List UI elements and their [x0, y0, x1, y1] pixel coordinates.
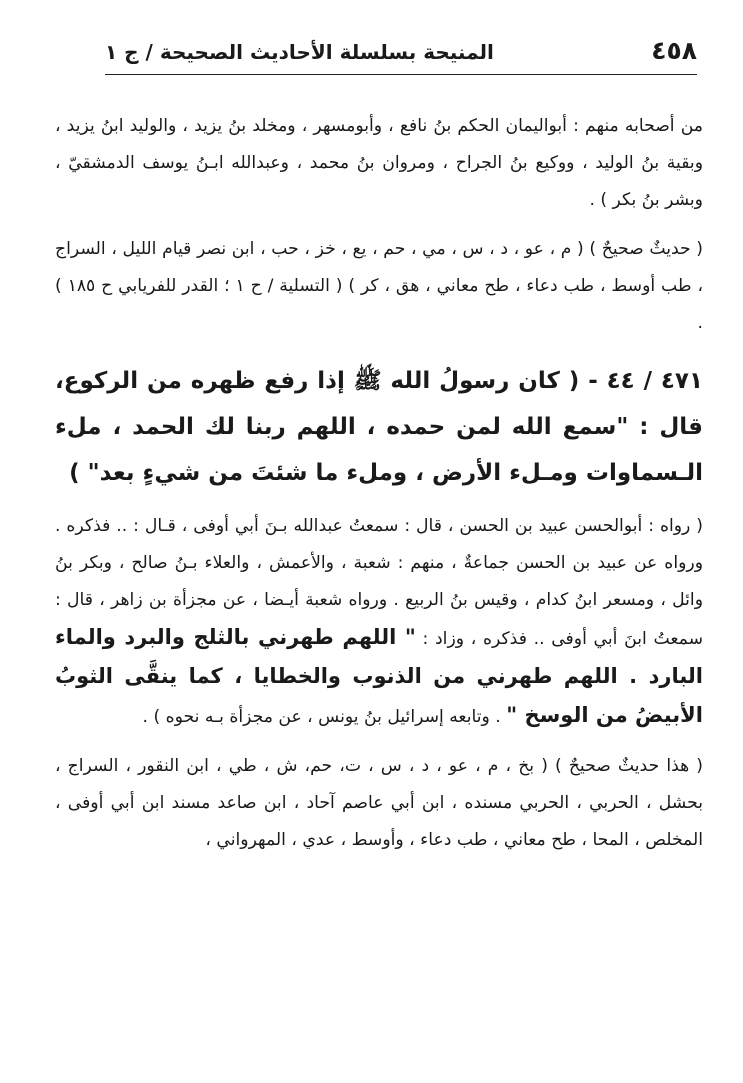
page-header: [105, 30, 697, 75]
chain-text: ( رواه : أبوالحسن عبيد بن الحسن ، قال : سمعتُ عبدالله بـنَ أبي أوفى ، قـال : .. فذكره . ورواه عن عبيد بن الحسن جماعةٌ ، منهم : شعبة ، والأعمش ، والعلاء بـنُ صالح ، وبكر بنُ وائل ، ومسعر ابنُ كدام ، وقيس بنُ الربيع . ورواه شعبة أيـضا ، عن مجزأة بن زاهر ، قال : سمعتُ ابنَ أبي أوفى .. فذكره ، وزاد :: [55, 516, 703, 649]
chain-addition: " اللهم طهرني بالثلج والبرد والماء البارد . اللهم طهرني من الذنوب والخطايا ، كما ينقَّى الثوبُ الأبيضُ من الوسخ ": [55, 625, 703, 727]
hadith-text: ٤٧١ / ٤٤ - ( كان رسولُ الله ﷺ إذا رفع ظهره من الركوع، قال : "سمع الله لمن حمده ، اللهم ربنا لك الحمد ، ملء الـسماوات ومـلء الأرض ، وملء ما شئتَ من شيءٍ بعد" ): [55, 368, 703, 486]
running-title: المنيحة بسلسلة الأحاديث الصحيحة / ج ١: [105, 40, 494, 64]
paragraph-sources: ( هذا حديثٌ صحيحٌ ) ( بخ ، م ، عو ، د ، س ، ت، حم، ش ، طي ، ابن النقور ، السراج ، بحشل ، الحربي ، الحربي مسنده ، ابن أبي عاصم آحاد ، ابن صاعد مسند ابن أبي أوفى ، المخلص ، المحا ، طح معاني ، طب دعاء ، وأوسط ، عدي ، المهرواني ،: [55, 756, 703, 850]
paragraph-chain: [55, 508, 703, 736]
body-text: [55, 108, 703, 859]
chain-continuation: . وتابعه إسرائيل بنُ يونس ، عن مجزأة بـه نحوه ) .: [142, 707, 501, 727]
paragraph-narrators: من أصحابه منهم : أبواليمان الحكم بنُ نافع ، وأبومسهر ، ومخلد بنُ يزيد ، والوليد ابنُ يزيد ، وبقية بنُ الوليد ، ووكيع بنُ الجراح ، ومروان بنُ محمد ، وعبدالله ابـنُ يوسف الدمشقيّ ، وبشر بنُ بكر ) .: [55, 116, 703, 210]
page-number: ٤٥٨: [651, 36, 697, 65]
paragraph-grading: ( حديثٌ صحيحٌ ) ( م ، عو ، د ، س ، مي ، حم ، يع ، خز ، حب ، ابن نصر قيام الليل ، السراج ، طب أوسط ، طب دعاء ، طح معاني ، هق ، كر ) ( التسلية / ح ١ ؛ القدر للفريابي ح ١٨٥ ) .: [55, 239, 704, 333]
